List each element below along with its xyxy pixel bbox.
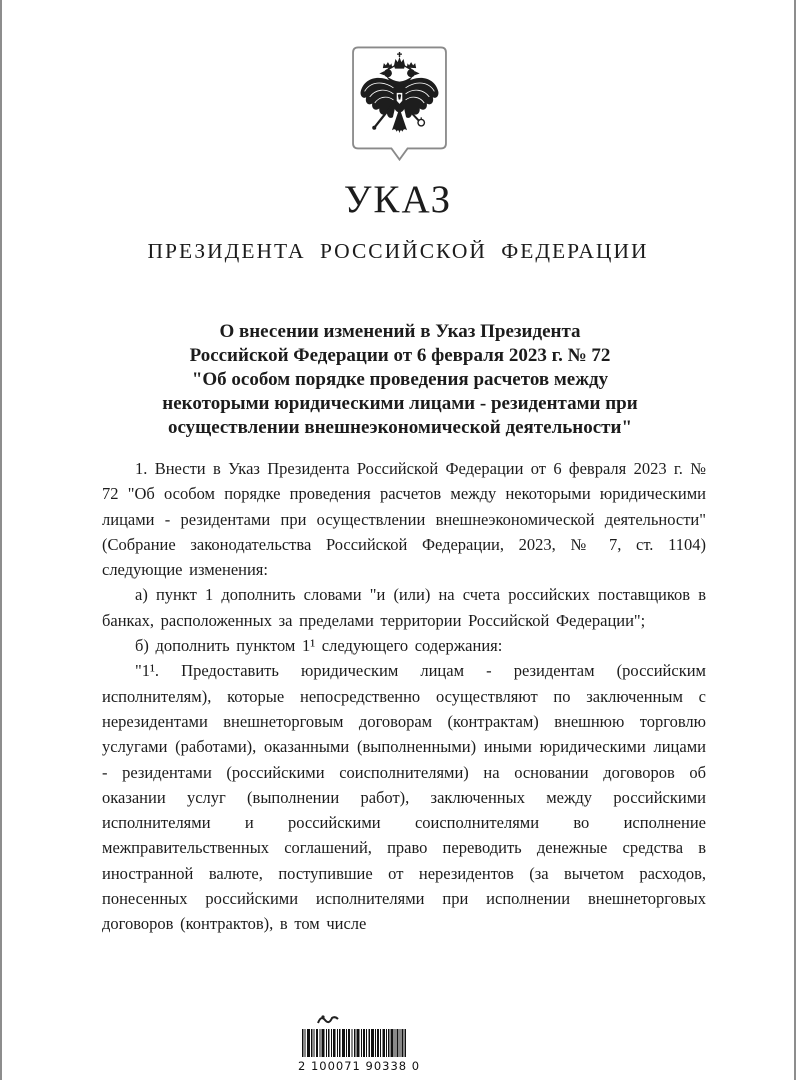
decree-title-line: "Об особом порядке проведения расчетов между (191, 369, 609, 390)
ink-mark-icon (316, 1013, 340, 1026)
doc-type-heading: УКАЗ (343, 178, 453, 221)
barcode-bars (302, 1029, 406, 1057)
barcode-block (298, 1013, 424, 1077)
coat-of-arms (349, 44, 450, 166)
decree-title-line: некоторыми юридическими лицами - резидентами при (162, 393, 638, 414)
barcode-number: 2 100071 90338 0 (298, 1059, 421, 1073)
body-paragraph: "1¹. Предоставить юридическим лицам - резидентам (российским исполнителям), которые непосредственно осуществляют по заключенным с нерезидентами внешнеторговым договорам (контрактам) внешнюю торговлю услугами (работами), оказанными (выполненными) иными юридическими лицами - резидентами (российскими соисполнителями) на основании договоров об оказании услуг (выполнении работ), заключенных между российскими исполнителями и российскими соисполнителями во исполнение межправительственных соглашений, право переводить денежные средства в иностранной валюте, поступившие от нерезидентов (за вычетом расходов, понесенных российскими исполнителями при исполнении внешнеторговых договоров (контрактов), в том числе (102, 661, 706, 934)
decree-title-line: осуществлении внешнеэкономической деятельности" (167, 417, 632, 438)
body-paragraph: 1. Внести в Указ Президента Российской Федерации от 6 февраля 2023 г. № 72 "Об особом порядке проведения расчетов между некоторыми юридическими лицами - резидентами при осуществлении внешнеэкономической деятельности" (Собрание законодательства Российской Федерации, 2023, № 7, ст. 1104) следующие изменения: (102, 459, 706, 580)
decree-title (98, 320, 702, 440)
decree-title-line: О внесении изменений в Указ Президента (219, 321, 581, 342)
decree-title-line: Российской Федерации от 6 февраля 2023 г. № 72 (189, 345, 611, 366)
decree-body (102, 456, 706, 937)
double-headed-eagle-icon (349, 44, 450, 166)
body-paragraph: б) дополнить пунктом 1¹ следующего содержания: (135, 636, 503, 656)
issuer-heading: ПРЕЗИДЕНТА РОССИЙСКОЙ ФЕДЕРАЦИИ (147, 239, 649, 263)
body-paragraph: а) пункт 1 дополнить словами "и (или) на счета российских поставщиков в банках, расположенных за пределами территории Российской Федерации"; (102, 585, 706, 630)
